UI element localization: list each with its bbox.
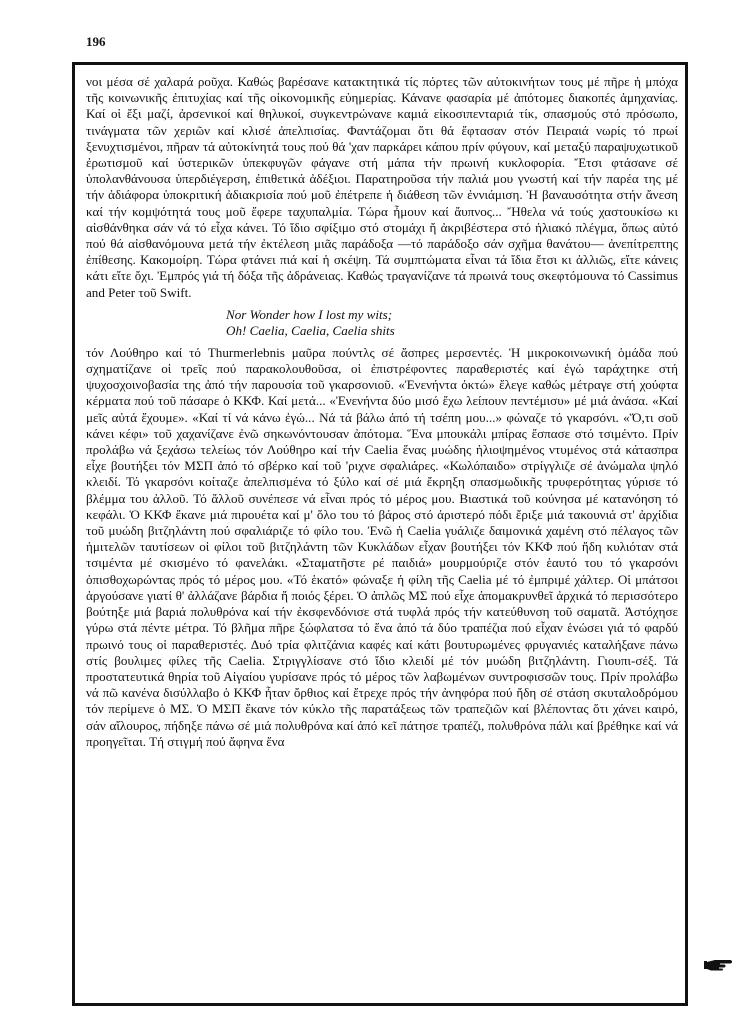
poem-line-1: Nor Wonder how I lost my wits; (226, 306, 393, 322)
paragraph-2: τόν Λούθηρο καί τό Thurmerlebnis μαῦρα πούντλς σέ ἄσπρες μερσεντές. Ἡ μικροκοινωνική ὁμάδα πού σχηματίζανε οἱ τρεῖς πού παρακολουθοῦσα, οἱ ἐπιστρέφοντες παραθεριστές καί ἐγώ ταράχτηκε στή ψυχοσχοινοβασία της ἀπό τήν παρουσία τοῦ γκαρσονιοῦ. «Ἐνενήντα ὀκτώ» ἔλεγε καθώς μέτραγε στή χούφτα κέρματα πού τοῦ πάσαρε ὁ ΚΚΦ. Καί μετά... «Ἐνενήντα δύο μισό ἔχω λείπουν πεντέμισυ» μέ μιά ἀνάσα. «Καί μεῖς αὐτά ἔχουμε». «Καί τί νά κάνω ἐγώ... Νά τά βάλω ἀπό τή τσέπη μου...» φώναζε τό γκαρσόνι. «Ὅ,τι σοῦ κάνει κέφι» τοῦ χαχανίζανε ἐνῶ σηκωνόντουσαν ἀπότομα. Ἕνα μπουκάλι μπίρας ἔσπασε στό τσιμέντο. Πρίν προλάβω νά ξεχάσω τελείως τόν Λούθηρο καί τήν Caelia ἕνας μυώδης ἡλιοψημένος ντυμένος στά κάτασπρα εἶχε βουτήξει τόν ΜΣΠ ἀπό τό σβέρκο καί τοῦ 'ριχνε σφαλιάρες. «Κωλόπαιδο» στρίγγλιζε σέ ἀνώμαλα ψηλό κλειδί. Τό γκαρσόνι κοίταζε ἀπελπισμένα τό ξύλο καί σέ μιά ἔκρηξη σπασμωδικῆς τρυφερότητας γύρισε τό βλέμμα του ἀλλοῦ. Τό ἄλλοῦ συνέπεσε νά εἶναι πρός τό μέρος μου. Βιαστικά τοῦ κούνησα μέ κατανόηση τό κεφάλι. Ὁ ΚΚΦ ἔκανε μιά πιρουέτα καί μ' ὅλο του τό βάρος στό ἀριστερό πόδι ἔριξε μιά τακουνιά στ' ἀρχίδια τοῦ μυώδη βιτζηλάντη πού σφαλιάριζε τό φίλο του. Ἐνῶ ἡ Caelia γυάλιζε δαιμονικά χαμένη στό πέλαγος τῶν ἡμιτελῶν ταυτίσεων οἱ φίλοι τοῦ βιτζηλάντη τῶν Κυκλάδων εἶχαν βουτήξει τόν ΚΚΦ πού ἤδη κυλιόταν στά τσιμέντα μέ σκισμένο τό φανελάκι. «Σταματῆστε ρέ παιδιά» μουρμούριζε στόν ἑαυτό του τό γκαρσόνι ὀπισθοχωρώντας πρός τό μέρος μου. «Τό ἑκατό» φώναξε ἡ φίλη τῆς Caelia μέ τό ἐμπριμέ χάλτερ. Οἱ μπάτσοι ἀργούσανε γιατί θ' ἀλλάζανε βάρδια ἤ ποιός ξέρει. Ὁ ἀπλῶς ΜΣ πού εἶχε ἀπομακρυνθεῖ ἀρχικά τό περισσότερο βούτηξε μιά βαριά πολυθρόνα καί τήν ἐκσφενδόνισε στά τυφλά πρός τήν κατεύθυνση τοῦ σαματᾶ. Ἀστόχησε γύρω στά πέντε μέτρα. Τό βλῆμα πῆρε ξώφλατσα τό ἕνα ἀπό τά δύο τραπέζια πού εἶχαν ἑνώσει γιά τό φαρδύ πρωινό τους οἱ παραθεριστές. Δυό τρία φλιτζάνια καφές καί κάτι βουτυρωμένες φρυγανιές καταλήξανε πάνω στίς βουλιμες φίλες τῆς Caelia. Στριγγλίσανε στό ἴδιο κλειδί μέ τόν μυώδη βιτζηλάντη. Γιουπι-σέξ. Τά προστατευτικά θηρία τοῦ Αἰγαίου γυρίσανε πρός τό μέρος τῶν λαβωμένων συντροφισσῶν τους. Πρίν προλάβω νά πῶ κανένα δισύλλαβο ὁ ΚΚΦ ἦταν ὄρθιος καί ἔτρεχε πρός τήν ἀνηφόρα πού ἤδη σέ στάση σκυταλοδρόμου τόν περίμενε ὁ ΜΣ. Ὁ ΜΣΠ ἔκανε τόν κύκλο τῆς παρατάξεως τῶν τραπεζιῶν καί βλέποντας ὅτι χάνει καιρό, σάν αἴλουρος, πήδηξε πάνω σέ μιά πολυθρόνα καί ἀπό κεῖ πάτησε τραπέζι, πολυθρόνα πάλι καί βρέθηκε καί νά προηγεῖται. Τή στιγμή πού ἄφηνα ἕνα (86, 344, 678, 749)
poem-line-2: Oh! Caelia, Caelia, Caelia shits (226, 322, 395, 338)
poem-quote (86, 307, 678, 339)
body-text (86, 74, 678, 750)
pointing-hand-icon (703, 956, 733, 972)
paragraph-1: νοι μέσα σέ χαλαρά ροῦχα. Καθώς βαρέσανε κατακτητικά τίς πόρτες τῶν αὐτοκινήτων τους μέ πῆρε ἡ μπόχα τῆς κοινωνικῆς ἐπιτυχίας καί τῆς οἰκονομικῆς εὐημερίας. Κάνανε φασαρία μέ ἀπότομες διακοπές ἀμηχανίας. Καί οἱ ἔξι μαζί, ἀρσενικοί καί θηλυκοί, συγκεντρώνανε καμιά εἰκοσιπενταριά τίκ, σπασμούς στό πρόσωπο, τινάγματα τῶν χεριῶν καί κλισέ ἀπελπισίας. Φαντάζομαι ὅτι θά ἔφτασαν στόν Πειραιά νωρίς τό πρωί ξενυχτισμένοι, πῆραν τά αὐτοκίνητά τους πού θά 'χαν παρκάρει κάπου πρίν φύγουν, καί μεταξύ παραψυχωτικοῦ ἐρωτισμοῦ καί ὑστερικῶν ὑπεκφυγῶν φάγανε στή μάπα τήν πρωινή κυκλοφορία. Ἔτσι φτάσανε σέ ὑπολανθάνουσα ὑπερδιέγερση, ἐπιθετικά ἀδέξιοι. Παρατηροῦσα τήν παλιά μου γνωστή καί τήν παρέα της μέ τήν ἀδιάφορα ὑποκριτική ἀδιακρισία πού μοῦ ἐπέτρεπε ἡ διάθεση τῶν ἐννιάμιση. Ἡ βαναυσότητα στήν ἄνεση καί τήν κομψότητά τους μοῦ ἔφερε ταχυπαλμία. Τώρα ἦμουν καί ἄυπνος... Ἤθελα νά τούς χαστουκίσω κι αἰσθάνθηκα σάν νά τό εἶχα κάνει. Τό ἴδιο σφίξιμο στό στομάχι ἤ ἀκριβέστερα στό ἡλιακό πλέγμα, ὅπως αὐτό πού θά αἰσθανόμουνα μετά τήν ἐκτέλεση μιᾶς παράδοξα —τό παράδοξο σάν σχῆμα θανάτου— ἀνεπίτρεπτης ἐπίθεσης. Κακομοίρη. Τώρα φτάνει πιά καί ἡ σκέψη. Τά συμπτώματα εἶναι τά ἴδια ἔτσι κι ἀλλιῶς, εἴτε κάνεις κάτι εἴτε ὄχι. Ἐμπρός γιά τή δόξα τῆς ἀδράνειας. Καθώς τραγανίζανε τά πρωινά τους σκεφτόμουνα τό Cassimus and Peter τοῦ Swift. (86, 74, 678, 300)
page-number: 196 (86, 34, 106, 49)
